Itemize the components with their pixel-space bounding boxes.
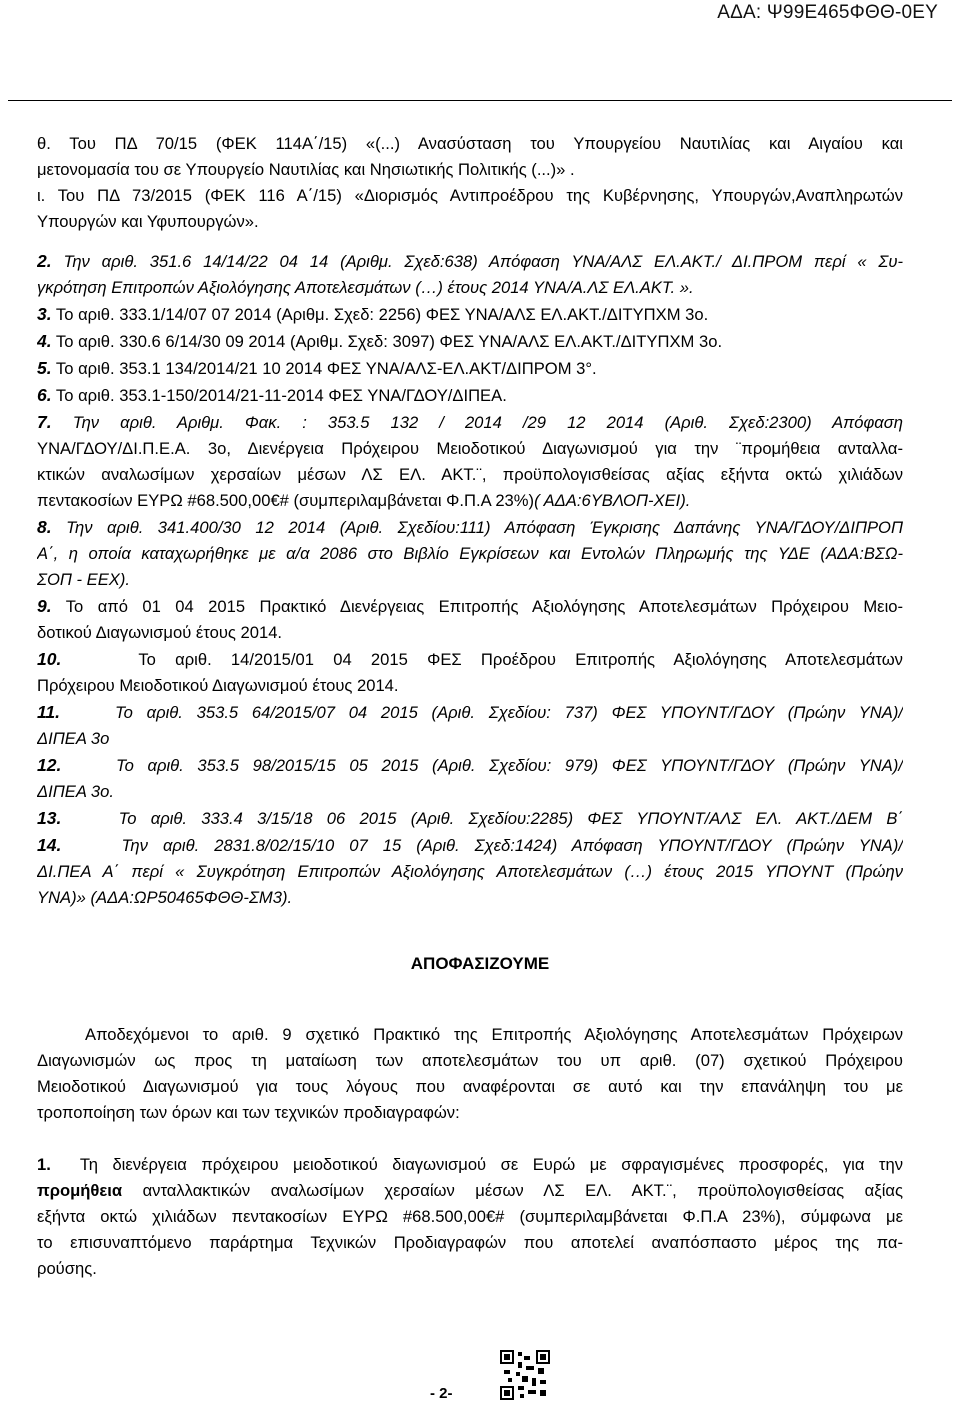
page-number: - 2- <box>430 1385 453 1402</box>
item-14-line-2: ΔΙ.ΠΕΑ Α΄ περί « Συγκρότηση Επιτροπών Αξιολόγησης Αποτελεσμάτων (…) έτους 2015 ΥΠΟΥΝΤ (Πρώην <box>37 862 903 881</box>
item-2-line-1: 2. Την αριθ. 351.6 14/14/22 04 14 (Αριθμ. Σχεδ:638) Απόφαση ΥΝΑ/ΑΛΣ ΕΛ.ΑΚΤ./ ΔΙ.ΠΡΟΜ περί « Συ- <box>37 251 903 271</box>
item-11-line-2: ΔΙΠΕΑ 3ο <box>37 729 110 748</box>
item-13: 13. Το αριθ. 333.4 3/15/18 06 2015 (Αριθ. Σχεδίου:2285) ΦΕΣ ΥΠΟΥΝΤ/ΑΛΣ ΕΛ. ΑΚΤ./ΔΕΜ Β΄ <box>37 808 903 828</box>
item-10-line-1: 10. Το αριθ. 14/2015/01 04 2015 ΦΕΣ Προέδρου Επιτροπής Αξιολόγησης Αποτελεσμάτων <box>37 649 903 669</box>
decision-item-1-line-5: ρούσης. <box>37 1259 97 1278</box>
ada-code: ΑΔΑ: Ψ99Ε465ΦΘΘ-0ΕΥ <box>717 2 938 23</box>
item-9-line-1: 9. Το από 01 04 2015 Πρακτικό Διενέργειας Επιτροπής Αξιολόγησης Αποτελεσμάτων Πρόχειρου Μειο- <box>37 596 903 616</box>
item-10-line-2: Πρόχειρου Μειοδοτικού Διαγωνισμού έτους 2014. <box>37 676 399 695</box>
header-rule <box>8 100 952 101</box>
item-6: 6. Το αριθ. 353.1-150/2014/21-11-2014 ΦΕΣ ΥΝΑ/ΓΔΟΥ/ΔΙΠΕΑ. <box>37 385 507 405</box>
item-12-line-2: ΔΙΠΕΑ 3ο. <box>37 782 114 801</box>
item-4: 4. Το αριθ. 330.6 6/14/30 09 2014 (Αριθμ. Σχεδ: 3097) ΦΕΣ ΥΝΑ/ΑΛΣ ΕΛ.ΑΚΤ./ΔΙΤΥΠΧΜ 3ο. <box>37 331 723 351</box>
item-7-line-3: κτικών αναλωσίμων χερσαίων μέσων ΛΣ ΕΛ. ΑΚΤ.¨, προϋπολογισθείσας αξίας εξήντα οκτώ χιλιάδων <box>37 465 903 484</box>
decision-item-1-line-4: το επισυναπτόμενο παράρτημα Τεχνικών Προδιαγραφών που αποτελεί αναπόσπαστο μέρος της πα- <box>37 1233 903 1252</box>
decision-item-1-line-1: 1. Τη διενέργεια πρόχειρου μειοδοτικού διαγωνισμού σε Ευρώ με σφραγισμένες προσφορές, για την <box>37 1155 903 1174</box>
decision-item-1-line-2: προμήθεια ανταλλακτικών αναλωσίμων χερσαίων μέσων ΛΣ ΕΛ. ΑΚΤ.¨, προϋπολογισθείσας αξίας <box>37 1181 903 1200</box>
ref-theta-line-1: θ. Του ΠΔ 70/15 (ΦΕΚ 114Α΄/15) «(...) Ανασύσταση του Υπουργείου Ναυτιλίας και Αιγαίου και <box>37 134 903 153</box>
ref-theta-line-2: μετονομασία του σε Υπουργείο Ναυτιλίας και Νησιωτικής Πολιτικής (...)» . <box>37 160 575 179</box>
item-8-line-3: ΣΟΠ - ΕΕΧ). <box>37 570 130 589</box>
decision-para-line-1: Αποδεχόμενοι το αριθ. 9 σχετικό Πρακτικό της Επιτροπής Αξιολόγησης Αποτελεσμάτων Πρόχειρων <box>85 1025 903 1044</box>
item-14-line-1: 14. Την αριθ. 2831.8/02/15/10 07 15 (Αριθ. Σχεδ:1424) Απόφαση ΥΠΟΥΝΤ/ΓΔΟΥ (Πρώην ΥΝΑ)/ <box>37 835 903 855</box>
item-7-line-1: 7. Την αριθ. Αριθμ. Φακ. : 353.5 132 / 2014 /29 12 2014 (Αριθ. Σχεδ:2300) Απόφαση <box>37 412 903 432</box>
item-14-line-3: ΥΝΑ)» (ΑΔΑ:ΩΡ50465ΦΘΘ-ΣΜ3). <box>37 888 293 907</box>
item-11-line-1: 11. Το αριθ. 353.5 64/2015/07 04 2015 (Αριθ. Σχεδίου: 737) ΦΕΣ ΥΠΟΥΝΤ/ΓΔΟΥ (Πρώην ΥΝΑ)/ <box>37 702 903 722</box>
item-5: 5. Το αριθ. 353.1 134/2014/21 10 2014 ΦΕΣ ΥΝΑ/ΑΛΣ-ΕΛ.ΑΚΤ/ΔΙΠΡΟΜ 3°. <box>37 358 597 378</box>
decision-item-1-line-3: εξήντα οκτώ χιλιάδων πεντακοσίων ΕΥΡΩ #68.500,00€# (συμπεριλαμβάνεται Φ.Π.Α 23%), σύμφωνα με <box>37 1207 903 1226</box>
decision-body <box>37 1022 903 1282</box>
item-9-line-2: δοτικού Διαγωνισμού έτους 2014. <box>37 623 283 642</box>
ref-iota-line-1: ι. Του ΠΔ 73/2015 (ΦΕΚ 116 Α΄/15) «Διορισμός Αντιπροέδρου της Κυβέρνησης, Υπουργών,Αναπληρωτών <box>37 186 903 205</box>
decision-para-line-3: Μειοδοτικού Διαγωνισμού για τους λόγους που αναφέρονται σε αυτό και την επανάληψη του με <box>37 1077 903 1096</box>
item-8-line-1: 8. Την αριθ. 341.400/30 12 2014 (Αριθ. Σχεδίου:111) Απόφαση Έγκρισης Δαπάνης ΥΝΑ/ΓΔΟΥ/ΔΙΠΡΟΠ <box>37 517 903 537</box>
item-2-line-2: γκρότηση Επιτροπών Αξιολόγησης Αποτελεσμάτων (…) έτους 2014 ΥΝΑ/Α.ΛΣ ΕΛ.ΑΚΤ. ». <box>37 278 694 297</box>
item-12-line-1: 12. Το αριθ. 353.5 98/2015/15 05 2015 (Αριθ. Σχεδίου: 979) ΦΕΣ ΥΠΟΥΝΤ/ΓΔΟΥ (Πρώην ΥΝΑ)/ <box>37 755 903 775</box>
item-8-line-2: Α΄, η οποία καταχωρήθηκε με α/α 2086 στο Βιβλίο Εγκρίσεων και Εντολών Πληρωμής της ΥΔΕ (ΑΔΑ:ΒΣΩ- <box>37 544 903 563</box>
document-body <box>37 131 903 911</box>
decision-para-line-4: τροποποίηση των όρων και των τεχνικών προδιαγραφών: <box>37 1103 460 1122</box>
ref-iota-line-2: Υπουργών και Υφυπουργών». <box>37 212 259 231</box>
decision-title: ΑΠΟΦΑΣΙΖΟΥΜΕ <box>410 954 550 973</box>
qr-code-icon <box>500 1350 550 1400</box>
item-7-line-2: ΥΝΑ/ΓΔΟΥ/ΔΙ.Π.Ε.Α. 3ο, Διενέργεια Πρόχειρου Μειοδοτικού Διαγωνισμού για την ¨προμήθεια ανταλλα- <box>37 439 903 458</box>
decision-para-line-2: Διαγωνισμών ως προς τη ματαίωση των αποτελεσμάτων του υπ αριθ. (07) σχετικού Πρόχειρου <box>37 1051 903 1070</box>
item-7-line-4: πεντακοσίων ΕΥΡΩ #68.500,00€# (συμπεριλαμβάνεται Φ.Π.Α 23%)( ΑΔΑ:6ΥΒΛΟΠ-ΧΕΙ). <box>37 491 691 510</box>
item-3: 3. Το αριθ. 333.1/14/07 07 2014 (Αριθμ. Σχεδ: 2256) ΦΕΣ ΥΝΑ/ΑΛΣ ΕΛ.ΑΚΤ./ΔΙΤΥΠΧΜ 3ο. <box>37 304 709 324</box>
